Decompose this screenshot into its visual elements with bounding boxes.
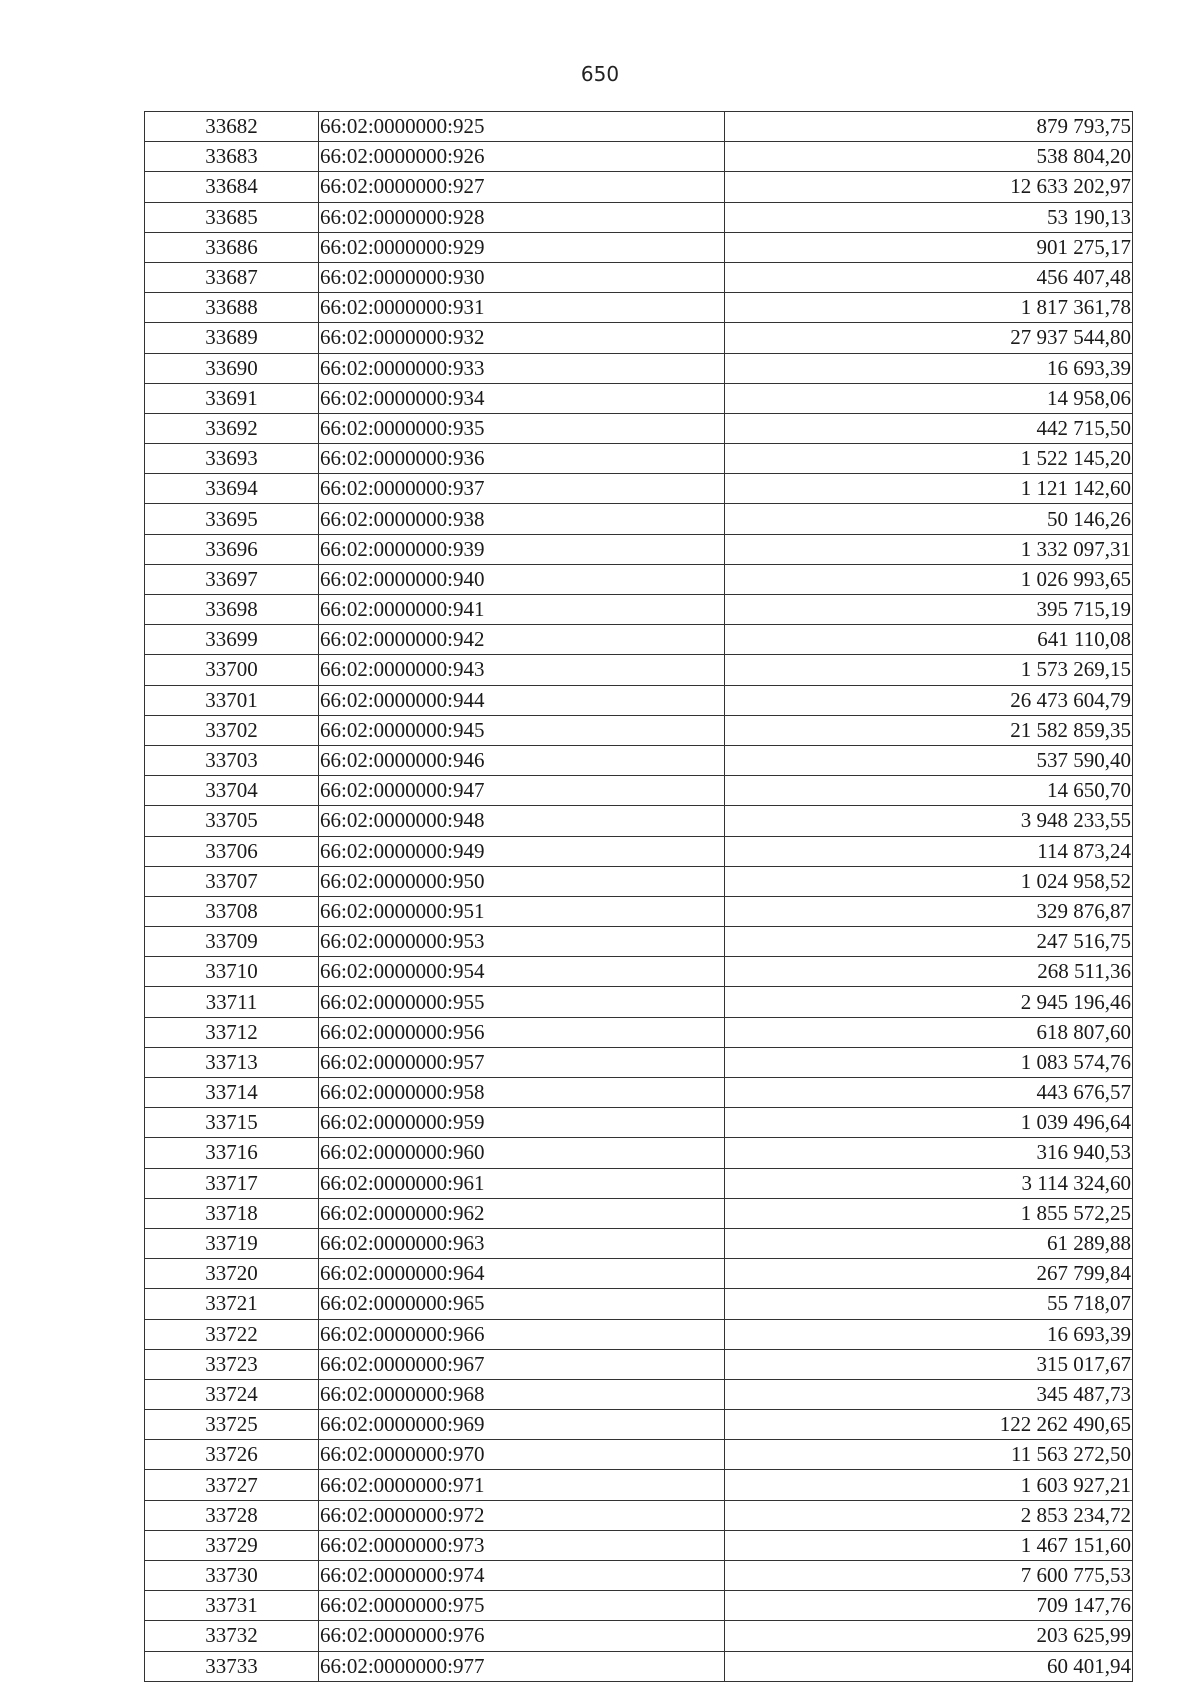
cadastral-number-cell: 66:02:0000000:934: [319, 383, 725, 413]
row-number-cell: 33728: [145, 1500, 319, 1530]
cadastral-number-cell: 66:02:0000000:956: [319, 1017, 725, 1047]
row-number-cell: 33715: [145, 1108, 319, 1138]
table-row: [145, 1228, 1133, 1258]
cadastral-number-cell: 66:02:0000000:965: [319, 1289, 725, 1319]
table-row: [145, 836, 1133, 866]
row-number-cell: 33689: [145, 323, 319, 353]
cadastral-number-cell: 66:02:0000000:931: [319, 293, 725, 323]
cadastral-number-cell: 66:02:0000000:947: [319, 776, 725, 806]
table-row: [145, 776, 1133, 806]
value-cell: 14 958,06: [725, 383, 1133, 413]
cadastral-number-cell: 66:02:0000000:953: [319, 927, 725, 957]
value-cell: 27 937 544,80: [725, 323, 1133, 353]
table-row: [145, 715, 1133, 745]
cadastral-number-cell: 66:02:0000000:972: [319, 1500, 725, 1530]
cadastral-number-cell: 66:02:0000000:971: [319, 1470, 725, 1500]
cadastral-number-cell: 66:02:0000000:973: [319, 1530, 725, 1560]
row-number-cell: 33717: [145, 1168, 319, 1198]
value-cell: 268 511,36: [725, 957, 1133, 987]
row-number-cell: 33694: [145, 474, 319, 504]
value-cell: 61 289,88: [725, 1228, 1133, 1258]
table-row: [145, 1198, 1133, 1228]
row-number-cell: 33697: [145, 564, 319, 594]
row-number-cell: 33733: [145, 1651, 319, 1681]
row-number-cell: 33699: [145, 625, 319, 655]
value-cell: 267 799,84: [725, 1259, 1133, 1289]
value-cell: 11 563 272,50: [725, 1440, 1133, 1470]
table-row: [145, 625, 1133, 655]
table-row: [145, 202, 1133, 232]
value-cell: 114 873,24: [725, 836, 1133, 866]
value-cell: 345 487,73: [725, 1379, 1133, 1409]
cadastral-number-cell: 66:02:0000000:950: [319, 866, 725, 896]
table-row: [145, 232, 1133, 262]
page-number: 650: [580, 62, 620, 86]
table-row: [145, 564, 1133, 594]
table-row: [145, 1561, 1133, 1591]
cadastral-number-cell: 66:02:0000000:932: [319, 323, 725, 353]
value-cell: 247 516,75: [725, 927, 1133, 957]
value-cell: 1 121 142,60: [725, 474, 1133, 504]
cadastral-number-cell: 66:02:0000000:967: [319, 1349, 725, 1379]
table-row: [145, 1108, 1133, 1138]
value-cell: 1 855 572,25: [725, 1198, 1133, 1228]
cadastral-number-cell: 66:02:0000000:933: [319, 353, 725, 383]
row-number-cell: 33712: [145, 1017, 319, 1047]
table-row: [145, 1259, 1133, 1289]
row-number-cell: 33692: [145, 413, 319, 443]
value-cell: 3 114 324,60: [725, 1168, 1133, 1198]
row-number-cell: 33706: [145, 836, 319, 866]
table-row: [145, 1078, 1133, 1108]
cadastral-number-cell: 66:02:0000000:935: [319, 413, 725, 443]
value-cell: 1 573 269,15: [725, 655, 1133, 685]
row-number-cell: 33688: [145, 293, 319, 323]
table-row: [145, 745, 1133, 775]
row-number-cell: 33709: [145, 927, 319, 957]
table-row: [145, 685, 1133, 715]
value-cell: 122 262 490,65: [725, 1410, 1133, 1440]
value-cell: 456 407,48: [725, 262, 1133, 292]
cadastral-number-cell: 66:02:0000000:948: [319, 806, 725, 836]
row-number-cell: 33725: [145, 1410, 319, 1440]
row-number-cell: 33721: [145, 1289, 319, 1319]
table-row: [145, 142, 1133, 172]
row-number-cell: 33704: [145, 776, 319, 806]
cadastral-number-cell: 66:02:0000000:977: [319, 1651, 725, 1681]
cadastral-number-cell: 66:02:0000000:937: [319, 474, 725, 504]
row-number-cell: 33710: [145, 957, 319, 987]
value-cell: 618 807,60: [725, 1017, 1133, 1047]
table-row: [145, 262, 1133, 292]
cadastral-number-cell: 66:02:0000000:975: [319, 1591, 725, 1621]
table-row: [145, 1168, 1133, 1198]
cadastral-number-cell: 66:02:0000000:929: [319, 232, 725, 262]
cadastral-number-cell: 66:02:0000000:964: [319, 1259, 725, 1289]
row-number-cell: 33716: [145, 1138, 319, 1168]
table-row: [145, 896, 1133, 926]
cadastral-number-cell: 66:02:0000000:946: [319, 745, 725, 775]
data-table: [144, 111, 1133, 1682]
table-row: [145, 1591, 1133, 1621]
value-cell: 537 590,40: [725, 745, 1133, 775]
row-number-cell: 33683: [145, 142, 319, 172]
value-cell: 1 467 151,60: [725, 1530, 1133, 1560]
cadastral-number-cell: 66:02:0000000:940: [319, 564, 725, 594]
table-row: [145, 383, 1133, 413]
value-cell: 315 017,67: [725, 1349, 1133, 1379]
row-number-cell: 33723: [145, 1349, 319, 1379]
table-row: [145, 1379, 1133, 1409]
value-cell: 26 473 604,79: [725, 685, 1133, 715]
table-row: [145, 413, 1133, 443]
value-cell: 53 190,13: [725, 202, 1133, 232]
cadastral-number-cell: 66:02:0000000:969: [319, 1410, 725, 1440]
cadastral-number-cell: 66:02:0000000:958: [319, 1078, 725, 1108]
table-row: [145, 1047, 1133, 1077]
cadastral-number-cell: 66:02:0000000:938: [319, 504, 725, 534]
value-cell: 2 853 234,72: [725, 1500, 1133, 1530]
table-row: [145, 806, 1133, 836]
value-cell: 329 876,87: [725, 896, 1133, 926]
table-row: [145, 1289, 1133, 1319]
value-cell: 395 715,19: [725, 595, 1133, 625]
row-number-cell: 33730: [145, 1561, 319, 1591]
cadastral-number-cell: 66:02:0000000:925: [319, 112, 725, 142]
value-cell: 1 026 993,65: [725, 564, 1133, 594]
row-number-cell: 33711: [145, 987, 319, 1017]
row-number-cell: 33708: [145, 896, 319, 926]
cadastral-number-cell: 66:02:0000000:936: [319, 444, 725, 474]
table-row: [145, 504, 1133, 534]
table-row: [145, 444, 1133, 474]
value-cell: 21 582 859,35: [725, 715, 1133, 745]
cadastral-number-cell: 66:02:0000000:970: [319, 1440, 725, 1470]
value-cell: 203 625,99: [725, 1621, 1133, 1651]
value-cell: 442 715,50: [725, 413, 1133, 443]
row-number-cell: 33687: [145, 262, 319, 292]
value-cell: 1 332 097,31: [725, 534, 1133, 564]
table-row: [145, 1500, 1133, 1530]
row-number-cell: 33684: [145, 172, 319, 202]
cadastral-number-cell: 66:02:0000000:942: [319, 625, 725, 655]
value-cell: 3 948 233,55: [725, 806, 1133, 836]
row-number-cell: 33685: [145, 202, 319, 232]
row-number-cell: 33703: [145, 745, 319, 775]
table-row: [145, 1440, 1133, 1470]
table-row: [145, 474, 1133, 504]
row-number-cell: 33726: [145, 1440, 319, 1470]
value-cell: 1 817 361,78: [725, 293, 1133, 323]
table-row: [145, 293, 1133, 323]
row-number-cell: 33691: [145, 383, 319, 413]
table-row: [145, 1349, 1133, 1379]
table-row: [145, 112, 1133, 142]
cadastral-number-cell: 66:02:0000000:928: [319, 202, 725, 232]
value-cell: 50 146,26: [725, 504, 1133, 534]
table-row: [145, 987, 1133, 1017]
table-row: [145, 534, 1133, 564]
table-row: [145, 1530, 1133, 1560]
table-body: [145, 112, 1133, 1682]
value-cell: 879 793,75: [725, 112, 1133, 142]
table-row: [145, 1651, 1133, 1681]
row-number-cell: 33701: [145, 685, 319, 715]
cadastral-number-cell: 66:02:0000000:961: [319, 1168, 725, 1198]
cadastral-number-cell: 66:02:0000000:927: [319, 172, 725, 202]
value-cell: 1 039 496,64: [725, 1108, 1133, 1138]
cadastral-number-cell: 66:02:0000000:960: [319, 1138, 725, 1168]
table-row: [145, 655, 1133, 685]
cadastral-number-cell: 66:02:0000000:945: [319, 715, 725, 745]
cadastral-number-cell: 66:02:0000000:930: [319, 262, 725, 292]
row-number-cell: 33700: [145, 655, 319, 685]
table-row: [145, 1017, 1133, 1047]
value-cell: 901 275,17: [725, 232, 1133, 262]
cadastral-number-cell: 66:02:0000000:966: [319, 1319, 725, 1349]
table-row: [145, 957, 1133, 987]
cadastral-number-cell: 66:02:0000000:968: [319, 1379, 725, 1409]
row-number-cell: 33686: [145, 232, 319, 262]
row-number-cell: 33702: [145, 715, 319, 745]
row-number-cell: 33696: [145, 534, 319, 564]
value-cell: 7 600 775,53: [725, 1561, 1133, 1591]
row-number-cell: 33714: [145, 1078, 319, 1108]
cadastral-number-cell: 66:02:0000000:944: [319, 685, 725, 715]
row-number-cell: 33698: [145, 595, 319, 625]
row-number-cell: 33705: [145, 806, 319, 836]
row-number-cell: 33720: [145, 1259, 319, 1289]
cadastral-number-cell: 66:02:0000000:957: [319, 1047, 725, 1077]
row-number-cell: 33729: [145, 1530, 319, 1560]
cadastral-number-cell: 66:02:0000000:955: [319, 987, 725, 1017]
value-cell: 316 940,53: [725, 1138, 1133, 1168]
table-row: [145, 1621, 1133, 1651]
value-cell: 12 633 202,97: [725, 172, 1133, 202]
cadastral-number-cell: 66:02:0000000:941: [319, 595, 725, 625]
value-cell: 1 522 145,20: [725, 444, 1133, 474]
value-cell: 2 945 196,46: [725, 987, 1133, 1017]
table-row: [145, 172, 1133, 202]
row-number-cell: 33707: [145, 866, 319, 896]
value-cell: 60 401,94: [725, 1651, 1133, 1681]
table-row: [145, 595, 1133, 625]
cadastral-number-cell: 66:02:0000000:949: [319, 836, 725, 866]
row-number-cell: 33727: [145, 1470, 319, 1500]
value-cell: 709 147,76: [725, 1591, 1133, 1621]
table-row: [145, 1138, 1133, 1168]
row-number-cell: 33731: [145, 1591, 319, 1621]
value-cell: 16 693,39: [725, 353, 1133, 383]
value-cell: 538 804,20: [725, 142, 1133, 172]
table-row: [145, 927, 1133, 957]
row-number-cell: 33724: [145, 1379, 319, 1409]
table-row: [145, 1319, 1133, 1349]
cadastral-number-cell: 66:02:0000000:954: [319, 957, 725, 987]
value-cell: 641 110,08: [725, 625, 1133, 655]
cadastral-number-cell: 66:02:0000000:962: [319, 1198, 725, 1228]
row-number-cell: 33722: [145, 1319, 319, 1349]
cadastral-number-cell: 66:02:0000000:974: [319, 1561, 725, 1591]
value-cell: 14 650,70: [725, 776, 1133, 806]
row-number-cell: 33682: [145, 112, 319, 142]
table-row: [145, 1410, 1133, 1440]
table-row: [145, 353, 1133, 383]
row-number-cell: 33719: [145, 1228, 319, 1258]
value-cell: 1 024 958,52: [725, 866, 1133, 896]
cadastral-number-cell: 66:02:0000000:943: [319, 655, 725, 685]
row-number-cell: 33718: [145, 1198, 319, 1228]
cadastral-number-cell: 66:02:0000000:963: [319, 1228, 725, 1258]
value-cell: 1 083 574,76: [725, 1047, 1133, 1077]
value-cell: 1 603 927,21: [725, 1470, 1133, 1500]
value-cell: 16 693,39: [725, 1319, 1133, 1349]
value-cell: 55 718,07: [725, 1289, 1133, 1319]
cadastral-number-cell: 66:02:0000000:951: [319, 896, 725, 926]
cadastral-number-cell: 66:02:0000000:926: [319, 142, 725, 172]
value-cell: 443 676,57: [725, 1078, 1133, 1108]
row-number-cell: 33693: [145, 444, 319, 474]
table-row: [145, 1470, 1133, 1500]
table-row: [145, 866, 1133, 896]
table-row: [145, 323, 1133, 353]
cadastral-number-cell: 66:02:0000000:976: [319, 1621, 725, 1651]
cadastral-number-cell: 66:02:0000000:939: [319, 534, 725, 564]
row-number-cell: 33713: [145, 1047, 319, 1077]
cadastral-number-cell: 66:02:0000000:959: [319, 1108, 725, 1138]
row-number-cell: 33732: [145, 1621, 319, 1651]
row-number-cell: 33695: [145, 504, 319, 534]
row-number-cell: 33690: [145, 353, 319, 383]
